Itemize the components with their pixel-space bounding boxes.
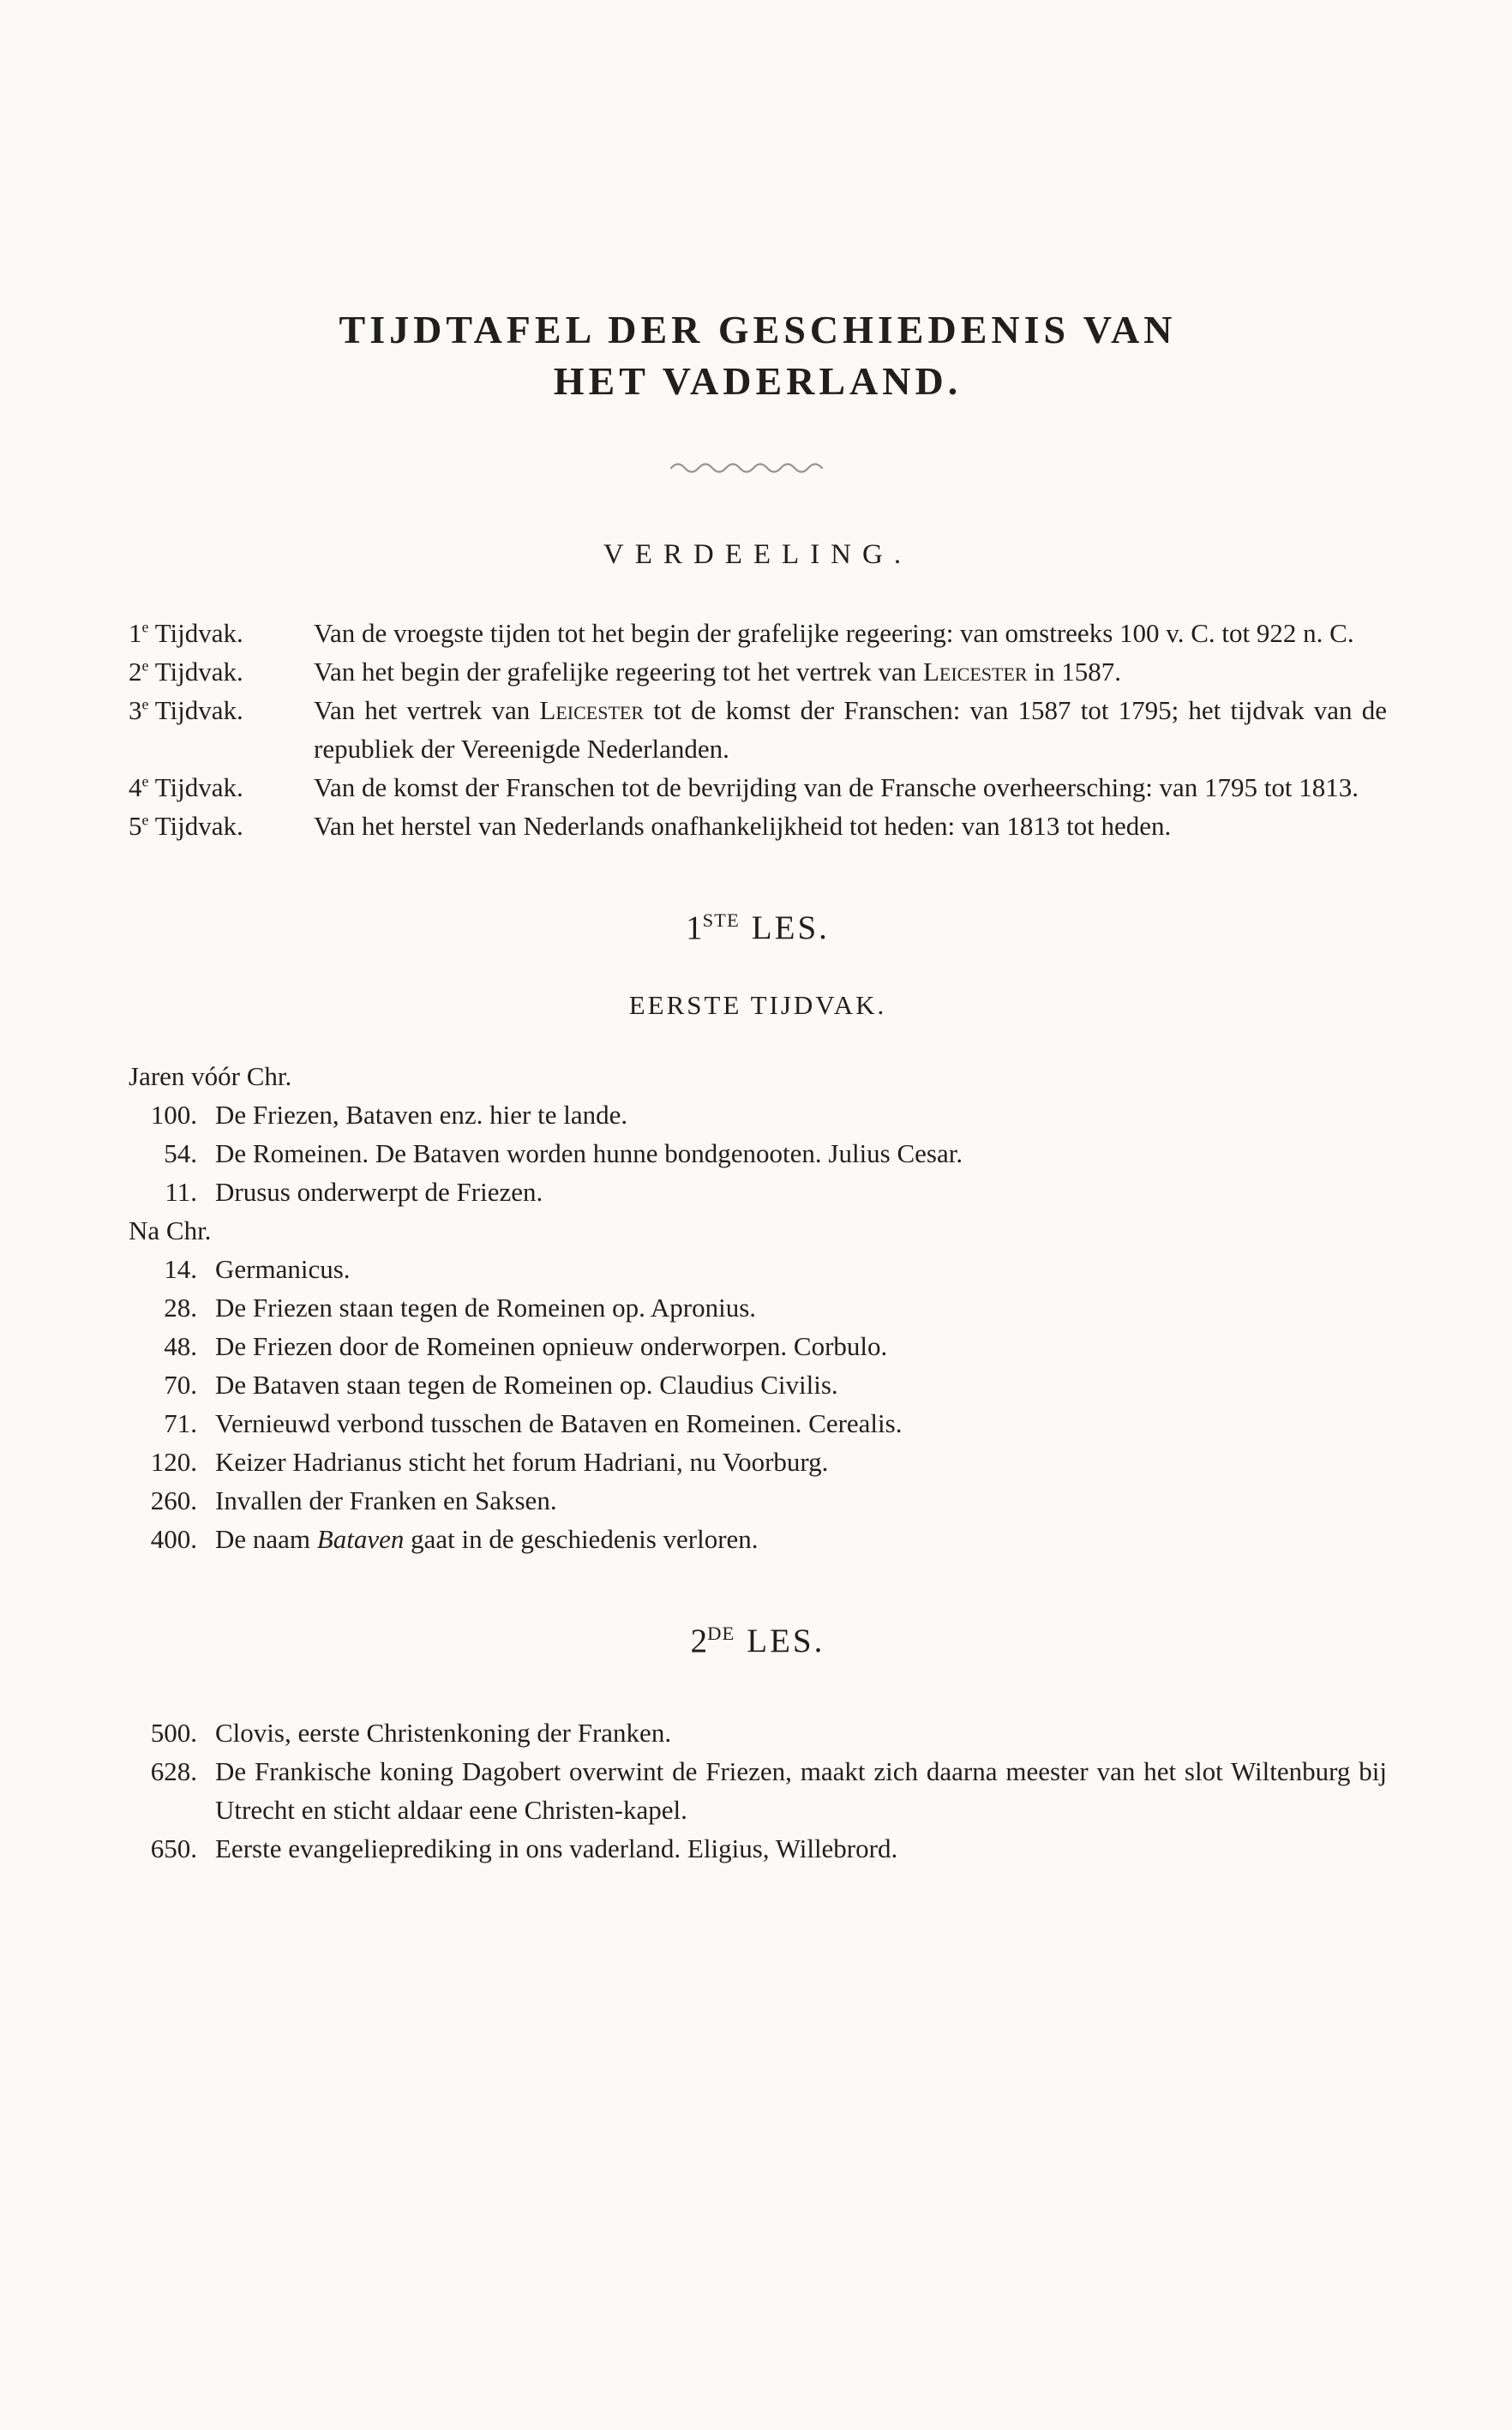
timeline-entry: [129, 1134, 1387, 1173]
entry-text-segment: gaat in de geschiedenis verloren.: [404, 1524, 759, 1555]
timeline-entry: [129, 1173, 1387, 1211]
era-label-after-christ: Na Chr.: [129, 1215, 212, 1246]
tijdvak-text: [314, 768, 1387, 807]
tijdvak-word: Tijdvak.: [154, 618, 243, 649]
timeline-entry: [129, 1520, 1387, 1558]
entry-year: 628.: [150, 1756, 197, 1787]
entry-text: [215, 1713, 1387, 1752]
entry-text: [215, 1173, 1387, 1211]
entry-year: 54.: [164, 1138, 197, 1169]
timeline-entry: [129, 1365, 1387, 1404]
entry-text: [215, 1365, 1387, 1404]
tijdvak-text-segment: in 1587.: [1027, 657, 1121, 687]
timeline-entry: [129, 1288, 1387, 1327]
tijdvak-label: [129, 691, 314, 729]
tijdvak-ordinal-suffix: e: [141, 696, 149, 713]
entry-text-segment: Drusus onderwerpt de Friezen.: [215, 1177, 543, 1208]
entry-year: 650.: [150, 1833, 197, 1864]
tijdvak-text: [314, 691, 1387, 768]
entry-year: 11.: [165, 1177, 197, 1208]
title-line-1: TIJDTAFEL DER GESCHIEDENIS VAN: [339, 308, 1177, 351]
tijdvak-ordinal: 4: [129, 772, 142, 803]
entry-text-segment: Clovis, eerste Christenkoning der Franken.: [215, 1718, 672, 1749]
tijdvak-text: [314, 652, 1387, 691]
tijdvak-label: [129, 768, 314, 807]
section-heading-verdeeling: VERDEELING.: [603, 539, 913, 571]
les-number: 1: [686, 909, 703, 947]
tijdvak-label: [129, 807, 314, 845]
entry-text: [215, 1134, 1387, 1173]
entry-text: [215, 1829, 1387, 1868]
tijdvak-label: [129, 652, 314, 691]
entry-year: 100.: [150, 1100, 197, 1131]
tijdvak-entry-2: [129, 652, 1387, 691]
tijdvak-entry-1: [129, 614, 1387, 652]
tijdvak-word: Tijdvak.: [154, 695, 243, 726]
entry-text-segment: Vernieuwd verbond tusschen de Bataven en Romeinen. Cerealis.: [215, 1408, 903, 1439]
entry-text-segment: De Friezen staan tegen de Romeinen op. Apronius.: [215, 1293, 757, 1323]
entry-text-segment: De Romeinen. De Bataven worden hunne bondgenooten. Julius Cesar.: [215, 1138, 963, 1169]
page-title: [129, 304, 1387, 407]
les-1-subheading: EERSTE TIJDVAK.: [628, 990, 887, 1021]
tijdvak-ordinal-suffix: e: [141, 773, 149, 790]
entry-text-segment: Eerste evangelieprediking in ons vaderland. Eligius, Willebrord.: [215, 1833, 898, 1864]
entry-text: [215, 1404, 1387, 1443]
timeline-entry: [129, 1404, 1387, 1443]
tijdvak-ordinal: 2: [129, 657, 142, 687]
les-2-heading: [129, 1622, 1387, 1660]
entry-text: [215, 1095, 1387, 1134]
tijdvak-ordinal: 3: [129, 695, 142, 726]
entry-text-segment: Keizer Hadrianus sticht het forum Hadriani, nu Voorburg.: [215, 1447, 829, 1478]
tijdvak-text-segment: Van de komst der Franschen tot de bevrijding van de Fransche overheersching: van 1795 tot 1813.: [314, 772, 1359, 803]
entry-year: 71.: [164, 1408, 197, 1439]
timeline-entry: [129, 1713, 1387, 1752]
tijdvak-text: [314, 614, 1387, 652]
timeline-list-before-christ: [129, 1095, 1387, 1211]
les-1-heading: [129, 909, 1387, 947]
les-word: LES.: [751, 909, 830, 947]
entry-year: 14.: [164, 1254, 197, 1285]
tijdvak-text-segment: Van de vroegste tijden tot het begin der grafelijke regeering: van omstreeks 100 v. C. tot 922 n. C.: [314, 618, 1354, 649]
tijdvak-word: Tijdvak.: [154, 772, 243, 803]
tijdvak-entry-5: [129, 807, 1387, 845]
tijdvak-text-segment: Van het herstel van Nederlands onafhankelijkheid tot heden: van 1813 tot heden.: [314, 811, 1172, 842]
tijdvak-label: [129, 614, 314, 652]
entry-text: [215, 1327, 1387, 1365]
timeline-entry: [129, 1095, 1387, 1134]
entry-year: 400.: [150, 1524, 197, 1555]
entry-text: [215, 1250, 1387, 1288]
les-number-suffix: STE: [702, 909, 740, 932]
entry-year: 28.: [164, 1293, 197, 1323]
timeline-entry: [129, 1443, 1387, 1481]
timeline-list-after-christ: [129, 1250, 1387, 1558]
timeline-entry: [129, 1327, 1387, 1365]
entry-text: [215, 1752, 1387, 1829]
entry-year: 120.: [150, 1447, 197, 1478]
tijdvak-text-smallcaps: Leicester: [922, 657, 1028, 687]
tijdvak-text: [314, 807, 1387, 845]
les-number: 2: [690, 1623, 708, 1660]
entry-text-italic: Bataven: [316, 1524, 405, 1555]
entry-text-segment: De naam: [215, 1524, 317, 1555]
entry-year: 70.: [164, 1370, 197, 1401]
timeline-entry: [129, 1250, 1387, 1288]
tijdvak-ordinal-suffix: e: [141, 657, 149, 675]
les-word: LES.: [747, 1623, 825, 1660]
wavy-rule-icon: [668, 459, 848, 474]
timeline-entry: [129, 1481, 1387, 1520]
tijdvak-text-segment: Van het begin der grafelijke regeering tot het vertrek van: [314, 657, 923, 687]
tijdvak-ordinal-suffix: e: [141, 812, 149, 829]
entry-text: [215, 1520, 1387, 1558]
entry-year: 48.: [164, 1331, 197, 1362]
tijdvak-word: Tijdvak.: [154, 811, 243, 842]
title-line-2: HET VADERLAND.: [553, 359, 963, 403]
entry-text-segment: De Frankische koning Dagobert overwint de Friezen, maakt zich daarna meester van het slot Wiltenburg bij Utrecht en sticht aldaar eene Christen-kapel.: [215, 1756, 1387, 1826]
timeline-entry: [129, 1752, 1387, 1829]
entry-text: [215, 1443, 1387, 1481]
ornament-squiggle-rule: [129, 459, 1387, 474]
entry-text: [215, 1481, 1387, 1520]
entry-text-segment: Invallen der Franken en Saksen.: [215, 1485, 557, 1516]
entry-text-segment: De Bataven staan tegen de Romeinen op. Claudius Civilis.: [215, 1370, 838, 1401]
tijdvak-word: Tijdvak.: [154, 657, 243, 687]
entry-year: 500.: [150, 1718, 197, 1749]
tijdvak-text-segment: tot de komst der Franschen: van 1587 tot 1795; het tijdvak van de republiek der Vereenigde Nederlanden.: [314, 695, 1387, 765]
tijdvak-text-smallcaps: Leicester: [539, 695, 645, 726]
entry-text-segment: Germanicus.: [215, 1254, 351, 1285]
entry-text-segment: De Friezen, Bataven enz. hier te lande.: [215, 1100, 628, 1131]
entry-year: 260.: [150, 1485, 197, 1516]
tijdvak-ordinal: 1: [129, 618, 142, 649]
tijdvak-text-segment: Van het vertrek van: [314, 695, 540, 726]
tijdvak-ordinal: 5: [129, 811, 142, 842]
tijdvak-ordinal-suffix: e: [141, 619, 149, 636]
timeline-list-les-2: [129, 1713, 1387, 1868]
tijdvak-entry-4: [129, 768, 1387, 807]
tijdvak-list: [129, 614, 1387, 845]
entry-text-segment: De Friezen door de Romeinen opnieuw onderworpen. Corbulo.: [215, 1331, 888, 1362]
entry-text: [215, 1288, 1387, 1327]
les-number-suffix: DE: [707, 1623, 735, 1645]
timeline-entry: [129, 1829, 1387, 1868]
tijdvak-entry-3: [129, 691, 1387, 768]
era-label-before-christ: Jaren vóór Chr.: [129, 1061, 292, 1092]
